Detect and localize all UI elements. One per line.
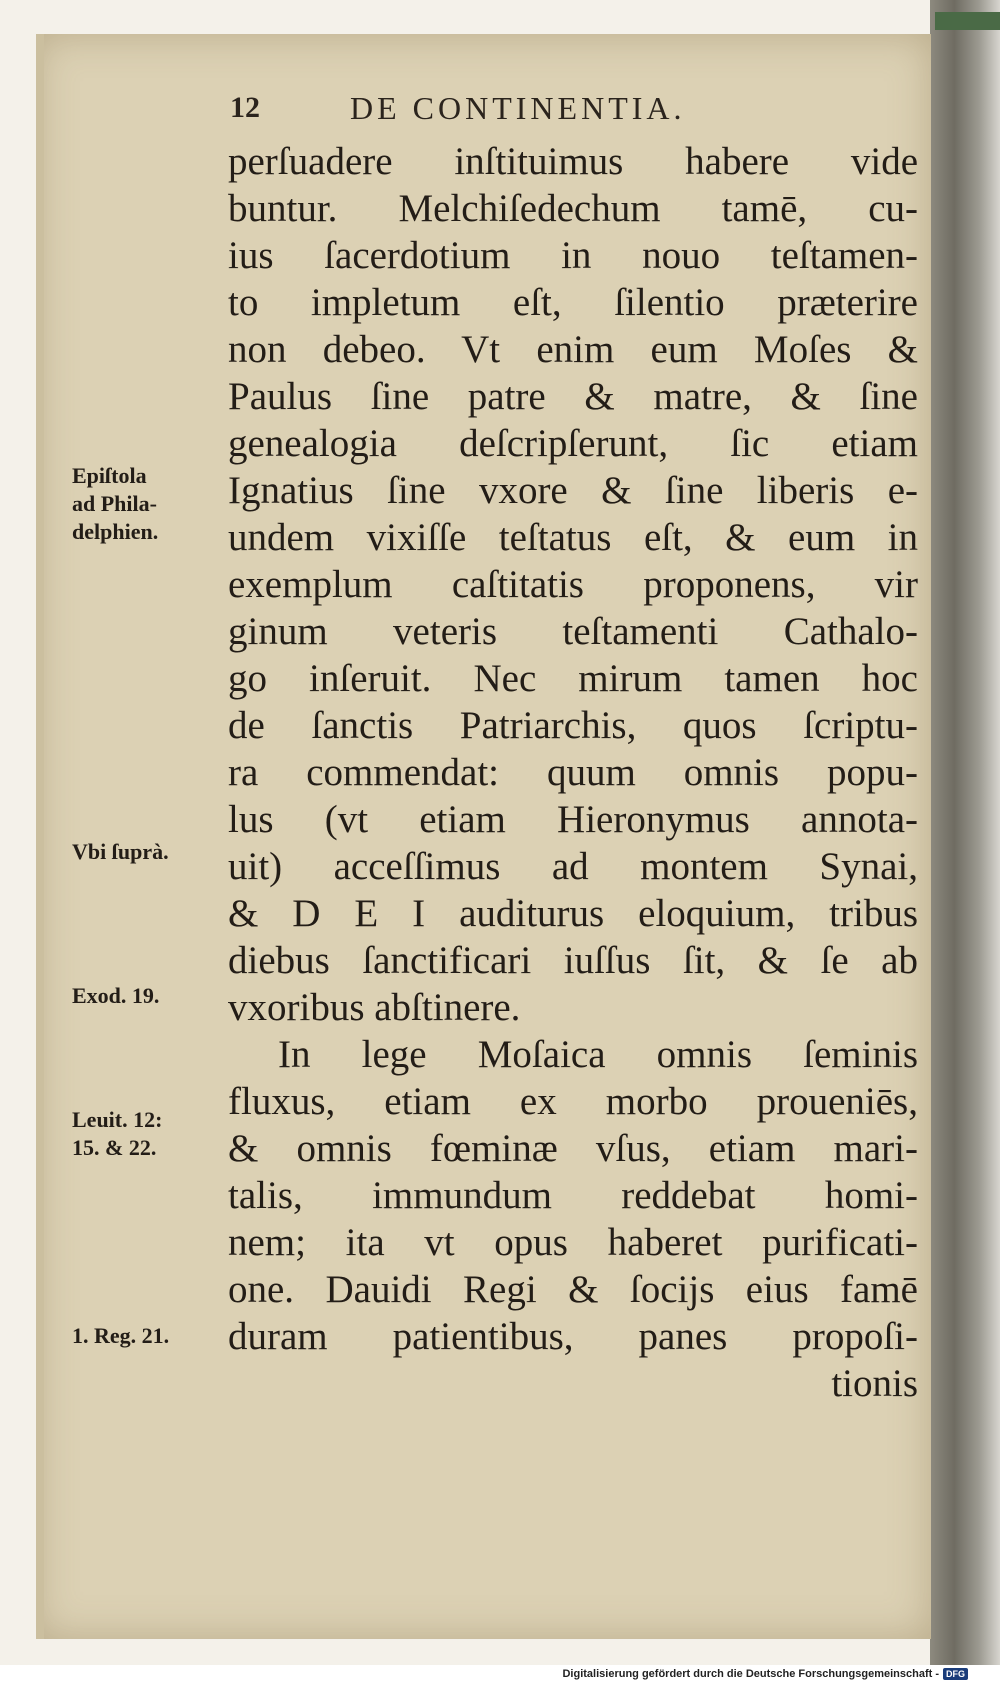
text-line: duram patientibus, panes propoſi- bbox=[228, 1315, 918, 1358]
text-line: ginum veteris teſtamenti Cathalo- bbox=[228, 610, 918, 653]
catchword: tionis bbox=[831, 1362, 918, 1405]
margin-note-ubi-supra: Vbi ſuprà. bbox=[72, 839, 169, 864]
text-line: undem vixiſſe teſtatus eſt, & eum in bbox=[228, 516, 918, 559]
dfg-logo: DFG bbox=[943, 1668, 968, 1680]
text-line: nem; ita vt opus haberet purificati- bbox=[228, 1221, 918, 1264]
text-line: diebus ſanctificari iuſſus ſit, & ſe ab bbox=[228, 939, 918, 982]
text-line: buntur. Melchiſedechum tamē, cu- bbox=[228, 187, 918, 230]
margin-note-line: ad Phila- bbox=[72, 491, 157, 516]
running-title: DE CONTINENTIA. bbox=[350, 89, 686, 126]
page-gutter-edge bbox=[36, 34, 44, 1639]
text-line: & omnis fœminӕ vſus, etiam mari- bbox=[228, 1127, 918, 1170]
digitization-footer bbox=[562, 1665, 968, 1682]
text-line: lus (vt etiam Hieronymus annota- bbox=[228, 798, 918, 841]
margin-note-line: delphien. bbox=[72, 519, 159, 544]
text-line: uit) acceſſimus ad montem Synai, bbox=[228, 845, 918, 888]
margin-note-reg: 1. Reg. 21. bbox=[72, 1323, 170, 1348]
text-line: vxoribus abſtinere. bbox=[228, 986, 521, 1029]
body-text bbox=[228, 138, 918, 1407]
book-board-edge bbox=[930, 0, 1000, 1665]
text-line: ius ſacerdotium in nouo teſtamen- bbox=[228, 234, 918, 277]
margin-note-line: Epiſtola bbox=[72, 463, 147, 488]
text-line: Ignatius ſine vxore & ſine liberis e- bbox=[228, 469, 918, 512]
text-line: & D E I auditurus eloquium, tribus bbox=[228, 892, 918, 935]
page-number: 12 bbox=[230, 91, 260, 124]
text-line: de ſanctis Patriarchis, quos ſcriptu- bbox=[228, 704, 918, 747]
text-line: go inſeruit. Nec mirum tamen hoc bbox=[228, 657, 918, 700]
margin-note-leuit bbox=[72, 1106, 232, 1162]
text-line: ra commendat: quum omnis popu- bbox=[228, 751, 918, 794]
text-line: to impletum eſt, ſilentio prӕterire bbox=[228, 281, 918, 324]
text-line: non debeo. Vt enim eum Moſes & bbox=[228, 328, 918, 371]
text-line: genealogia deſcripſerunt, ſic etiam bbox=[228, 422, 918, 465]
text-line: Paulus ſine patre & matre, & ſine bbox=[228, 375, 918, 418]
margin-note-line: 15. & 22. bbox=[72, 1135, 157, 1160]
text-line: In lege Moſaica omnis ſeminis bbox=[278, 1033, 918, 1076]
text-line: one. Dauidi Regi & ſocijs eius famē bbox=[228, 1268, 918, 1311]
running-head bbox=[230, 88, 800, 128]
text-line: fluxus, etiam ex morbo proueniēs, bbox=[228, 1080, 918, 1123]
text-line: perſuadere inſtituimus habere vide bbox=[228, 140, 918, 183]
margin-note-line: Leuit. 12: bbox=[72, 1107, 163, 1132]
book-board-ribbon bbox=[935, 12, 1000, 30]
footer-text: Digitalisierung gefördert durch die Deutsche Forschungsgemeinschaft - bbox=[562, 1667, 939, 1680]
margin-note-epistola bbox=[72, 462, 232, 546]
text-line: exemplum caſtitatis proponens, vir bbox=[228, 563, 918, 606]
margin-note-exod: Exod. 19. bbox=[72, 983, 160, 1008]
text-line: talis, immundum reddebat homi- bbox=[228, 1174, 918, 1217]
